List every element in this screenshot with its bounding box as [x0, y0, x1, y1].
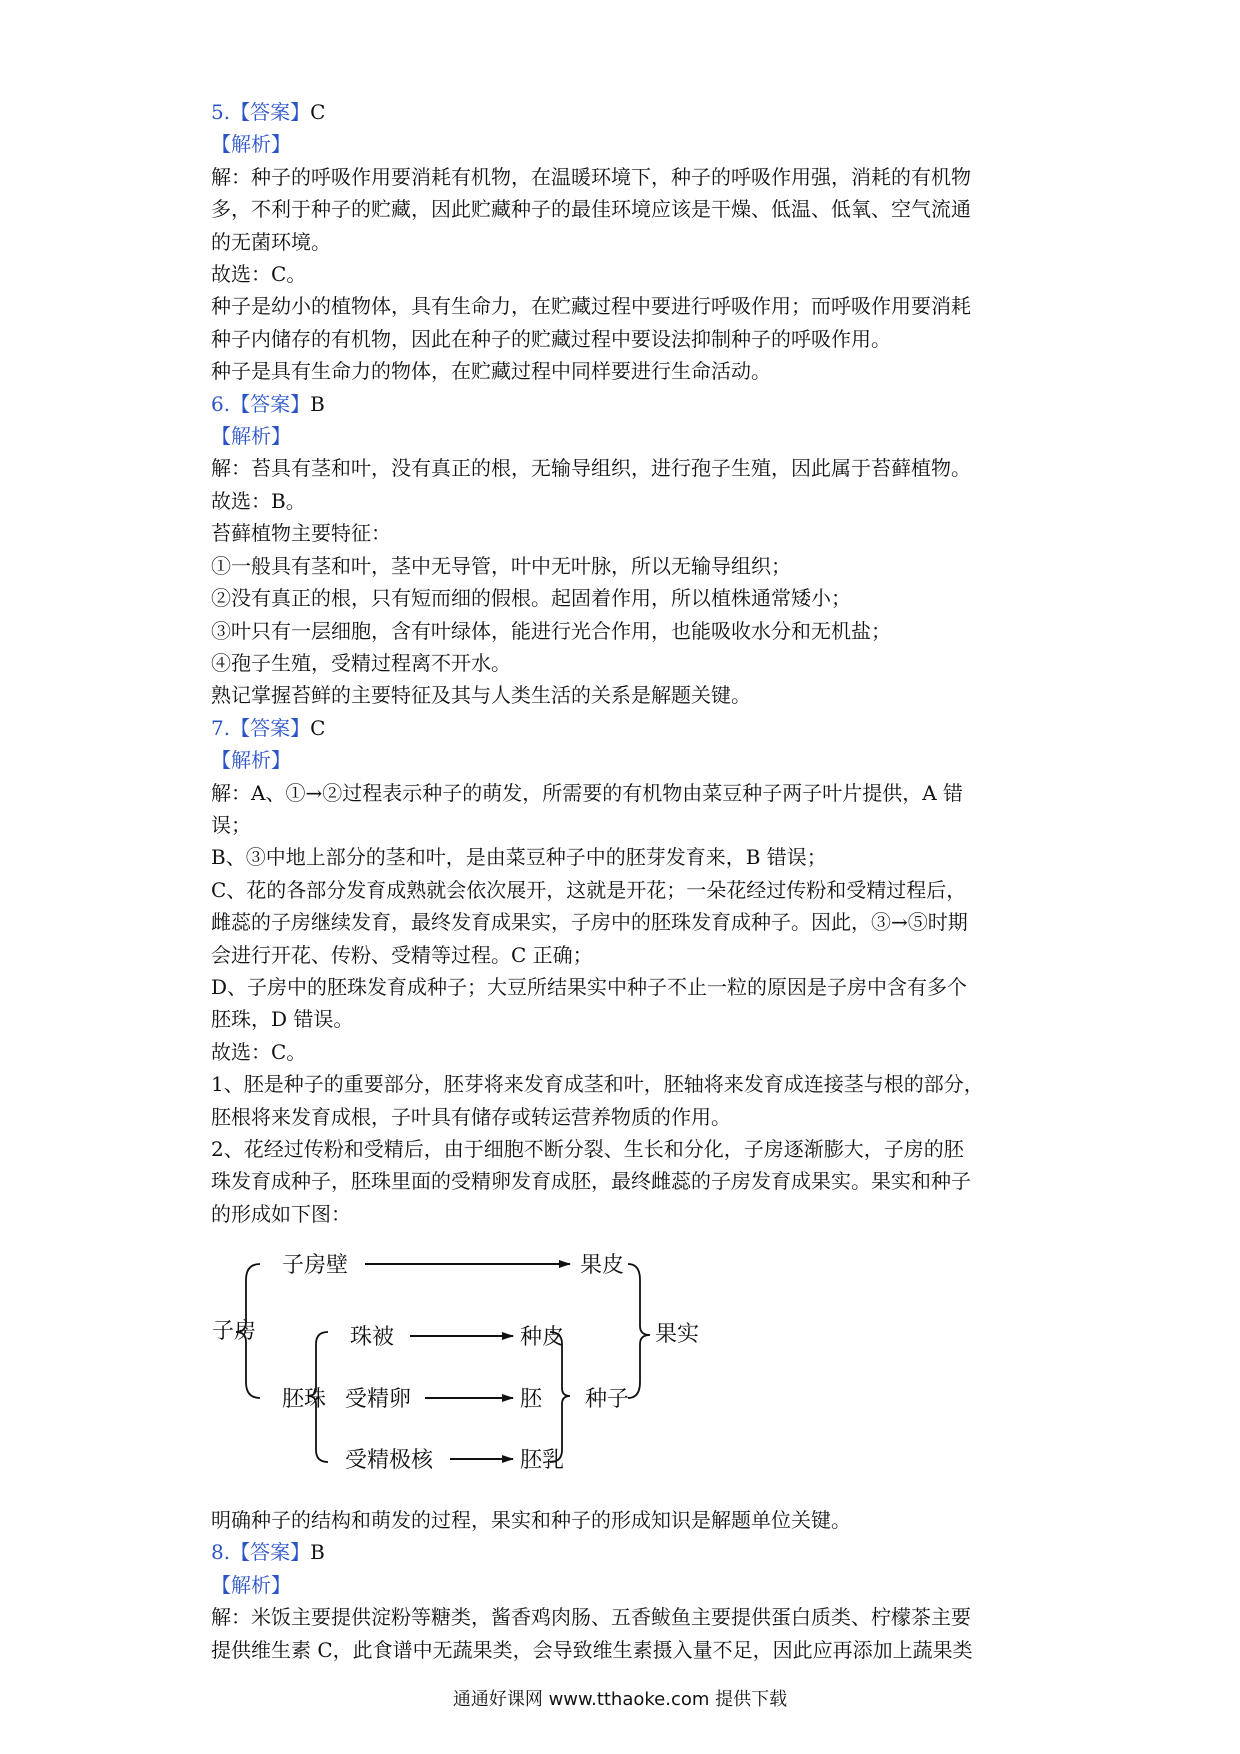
text-line: 的形成如下图：	[211, 1201, 351, 1226]
text-line: 雌蕊的子房继续发育，最终发育成果实，子房中的胚珠发育成种子。因此，③→⑤时期	[211, 910, 968, 935]
analysis-heading: 【解析】	[211, 424, 291, 449]
label-peizhu: 胚珠	[282, 1387, 327, 1412]
text-line: 种子是幼小的植物体，具有生命力，在贮藏过程中要进行呼吸作用；而呼吸作用要消耗	[211, 294, 971, 319]
text-line: 故选：C。	[211, 1039, 307, 1064]
brace-guoshi	[628, 1264, 650, 1398]
text-line: 珠发育成种子，胚珠里面的受精卵发育成胚，最终雌蕊的子房发育成果实。果实和种子	[211, 1169, 971, 1194]
label-shoujingluan: 受精卵	[345, 1387, 412, 1412]
answer-heading: 6.【答案】B	[211, 391, 325, 416]
text-line: ④孢子生殖，受精过程离不开水。	[211, 650, 511, 675]
text-line: 胚根将来发育成根，子叶具有储存或转运营养物质的作用。	[211, 1104, 731, 1129]
label-zhongzi: 种子	[585, 1387, 630, 1412]
brace-zhongzi	[550, 1332, 570, 1462]
text-line: 种子是具有生命力的物体，在贮藏过程中同样要进行生命活动。	[211, 359, 771, 384]
text-line: ①一般具有茎和叶，茎中无导管，叶中无叶脉，所以无输导组织；	[211, 553, 791, 578]
answer-text-block	[211, 96, 1041, 1230]
text-line: 苔藓植物主要特征：	[211, 521, 391, 546]
label-pei: 胚	[520, 1387, 543, 1412]
label-peiru: 胚乳	[520, 1448, 565, 1473]
text-line: 种子内储存的有机物，因此在种子的贮藏过程中要设法抑制种子的呼吸作用。	[211, 326, 891, 351]
label-guopi: 果皮	[580, 1253, 625, 1278]
analysis-heading: 【解析】	[211, 132, 291, 157]
text-line: C、花的各部分发育成熟就会依次展开，这就是开花；一朵花经过传粉和受精过程后，	[211, 877, 967, 902]
text-line: 解：种子的呼吸作用要消耗有机物，在温暖环境下，种子的呼吸作用强，消耗的有机物	[211, 164, 971, 189]
fruit-seed-formation-diagram	[200, 1240, 720, 1490]
text-line: 1、胚是种子的重要部分，胚芽将来发育成茎和叶，胚轴将来发育成连接茎与根的部分，	[211, 1072, 984, 1097]
label-zifang: 子房	[212, 1319, 257, 1344]
label-zhongpi: 种皮	[520, 1325, 565, 1350]
answer-heading: 5.【答案】C	[211, 100, 326, 124]
text-line: 会进行开花、传粉、受精等过程。C 正确；	[211, 942, 593, 967]
text-line: 2、花经过传粉和受精后，由于细胞不断分裂、生长和分化，子房逐渐膨大，子房的胚	[211, 1137, 964, 1161]
text-line: 胚珠，D 错误。	[211, 1007, 354, 1032]
text-line: ②没有真正的根，只有短而细的假根。起固着作用，所以植株通常矮小；	[211, 586, 851, 611]
label-shoujingjihe: 受精极核	[345, 1448, 434, 1473]
label-guoshi: 果实	[655, 1322, 700, 1347]
answer-heading: 7.【答案】C	[211, 715, 326, 740]
text-line: 明确种子的结构和萌发的过程，果实和种子的形成知识是解题单位关键。	[211, 1508, 851, 1532]
page-footer: 通通好课网 www.tthaoke.com 提供下载	[452, 1689, 788, 1710]
answer-heading: 8.【答案】B	[211, 1540, 325, 1565]
text-line: B、③中地上部分的茎和叶，是由菜豆种子中的胚芽发育来，B 错误；	[211, 845, 827, 870]
text-line: ③叶只有一层细胞，含有叶绿体，能进行光合作用，也能吸收水分和无机盐；	[211, 618, 891, 643]
label-zifangbi: 子房壁	[282, 1253, 349, 1278]
text-line: 多，不利于种子的贮藏，因此贮藏种子的最佳环境应该是干燥、低温、低氧、空气流通	[211, 197, 971, 222]
text-line: 提供维生素 C，此食谱中无蔬果类，会导致维生素摄入量不足，因此应再添加上蔬果类	[211, 1637, 973, 1662]
analysis-heading: 【解析】	[211, 748, 291, 773]
answer-text-block-continued	[211, 1504, 1041, 1666]
text-line: 解：苔具有茎和叶，没有真正的根，无输导组织，进行孢子生殖，因此属于苔藓植物。	[211, 456, 971, 481]
text-line: 故选：C。	[211, 262, 307, 287]
text-line: 解：米饭主要提供淀粉等糖类，酱香鸡肉肠、五香鲅鱼主要提供蛋白质类、柠檬茶主要	[211, 1605, 971, 1630]
text-line: 熟记掌握苔鲜的主要特征及其与人类生活的关系是解题关键。	[211, 683, 751, 708]
text-line: 误；	[211, 812, 251, 837]
text-line: 解：A、①→②过程表示种子的萌发，所需要的有机物由菜豆种子两子叶片提供，A 错	[211, 780, 964, 805]
label-zhubei: 珠被	[350, 1325, 395, 1350]
text-line: 故选：B。	[211, 488, 306, 513]
text-line: 的无菌环境。	[211, 229, 331, 254]
analysis-heading: 【解析】	[211, 1572, 291, 1597]
text-line: D、子房中的胚珠发育成种子；大豆所结果实中种子不止一粒的原因是子房中含有多个	[211, 974, 968, 999]
